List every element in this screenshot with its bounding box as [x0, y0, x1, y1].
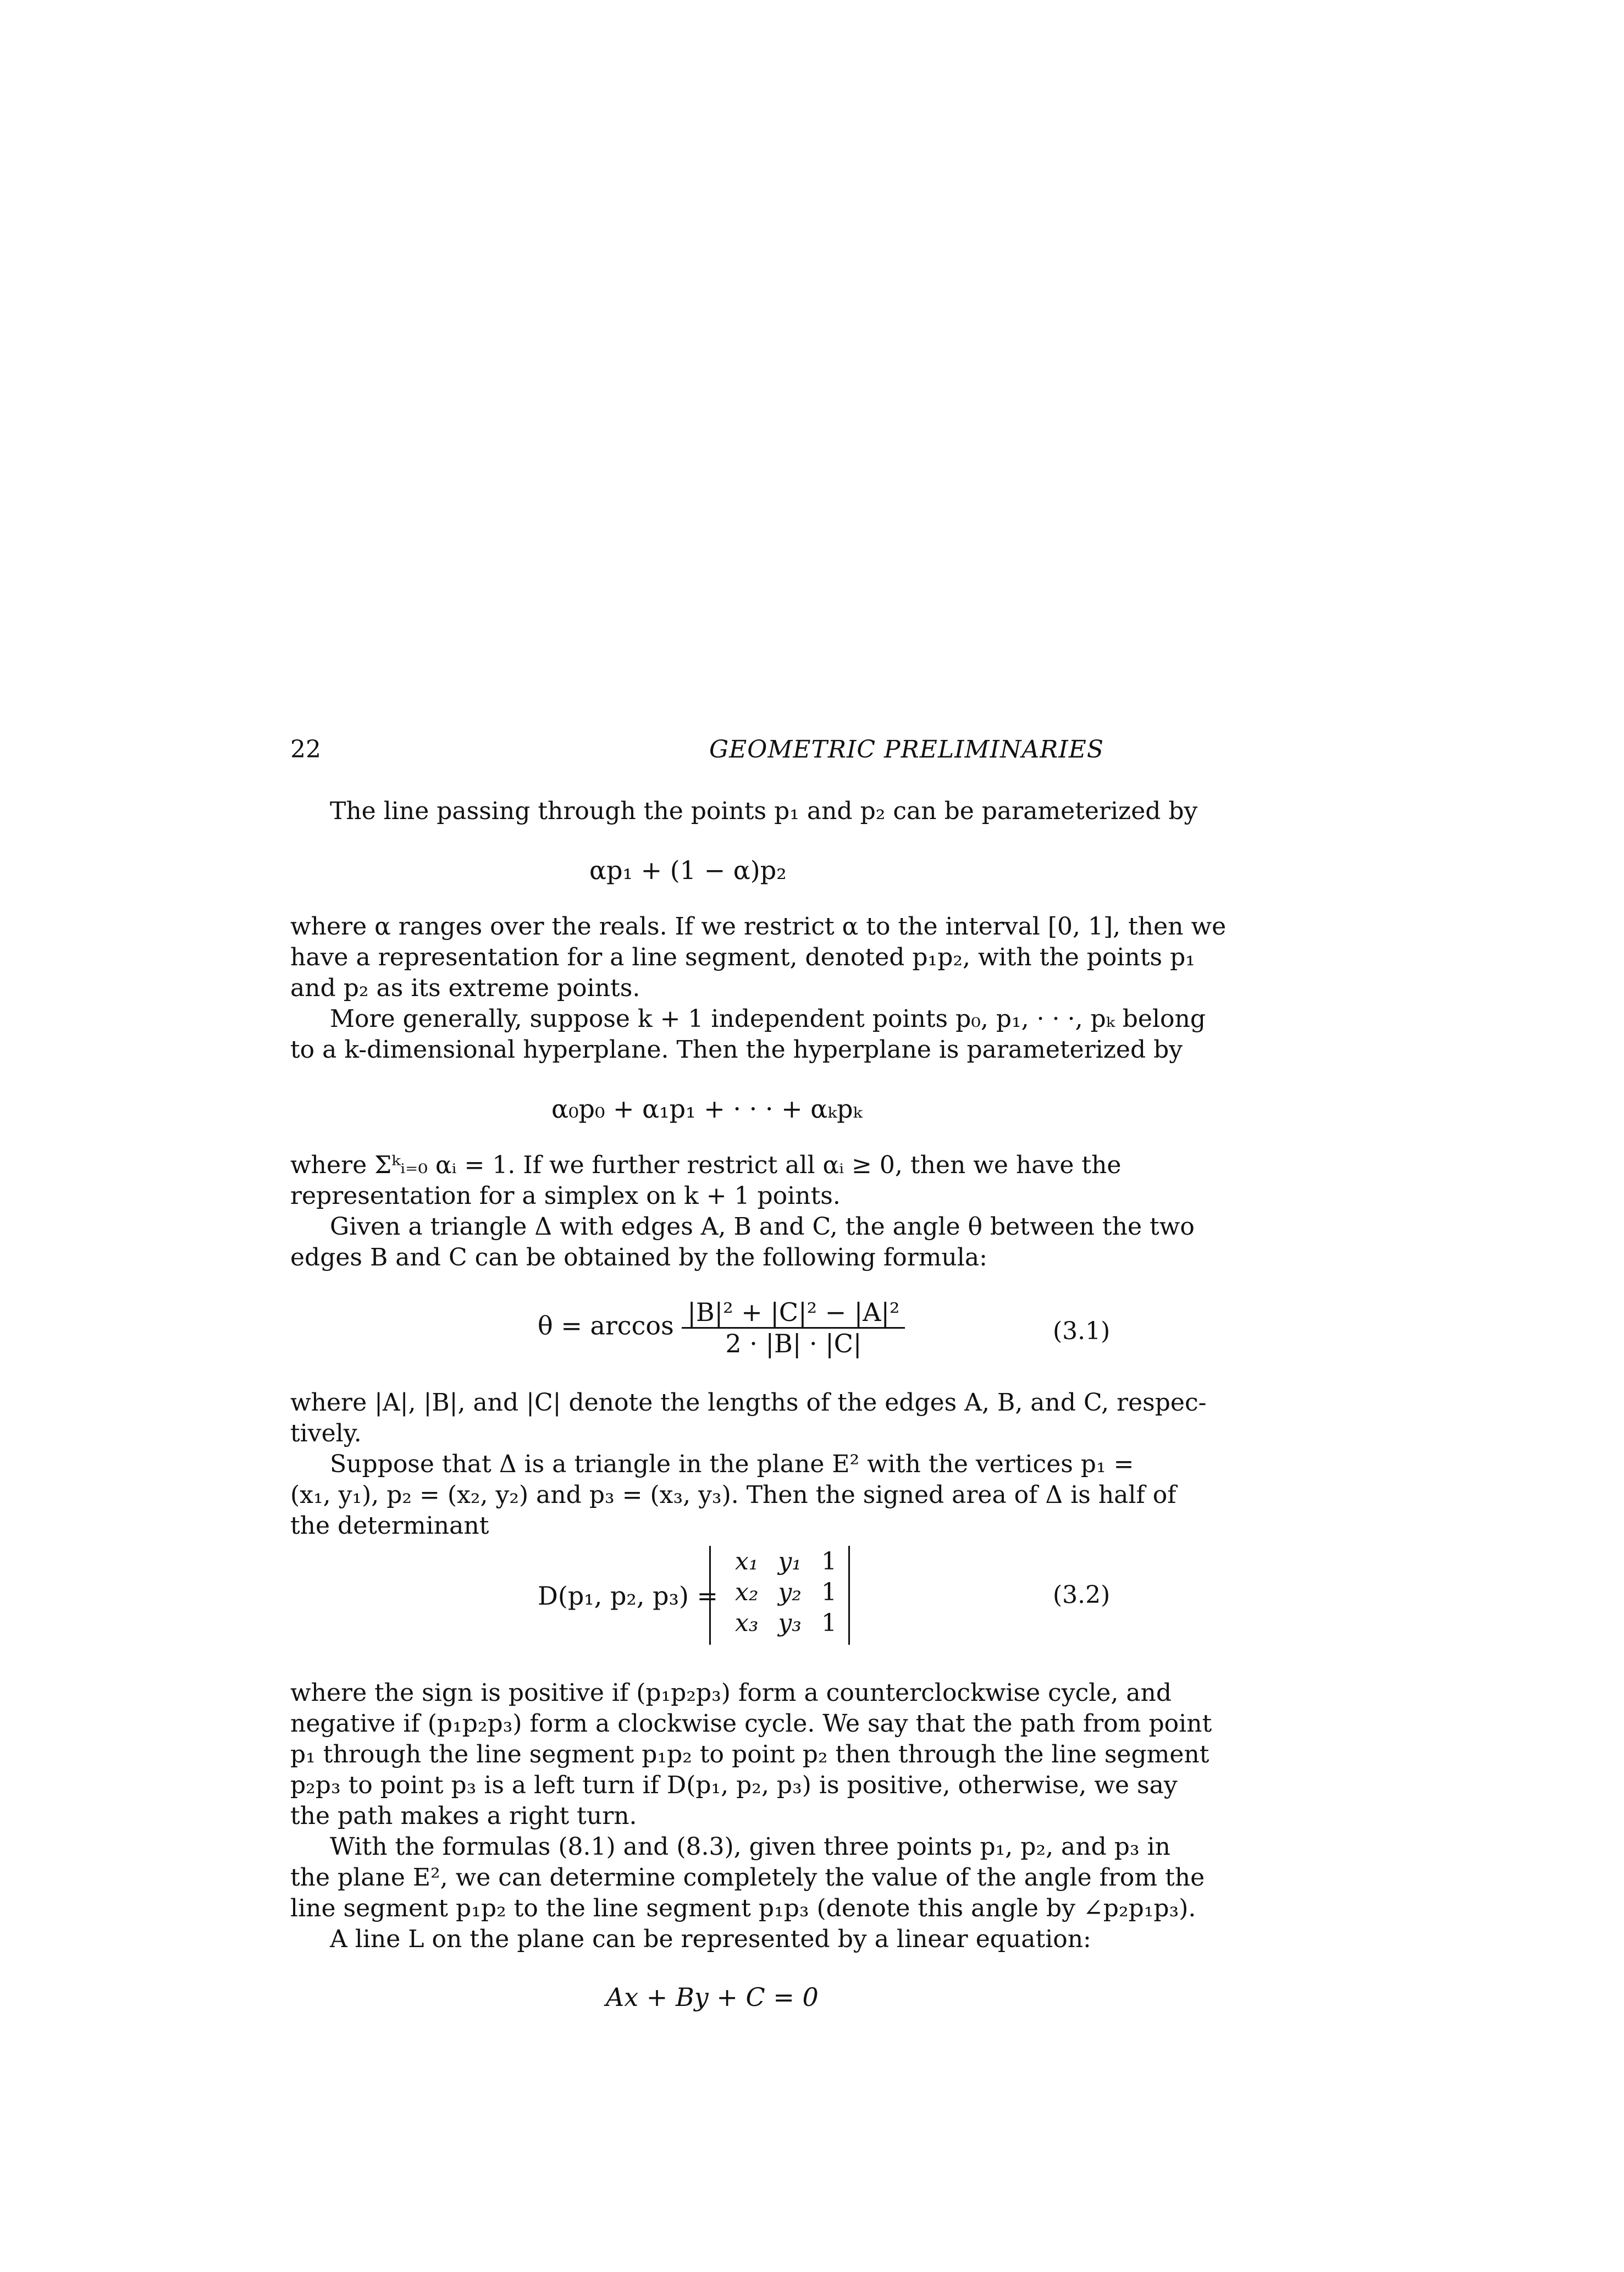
equation-line-parameterization: αp₁ + (1 − α)p₂ — [589, 855, 787, 885]
running-title: GEOMETRIC PRELIMINARIES — [709, 736, 1104, 764]
equation-number-3-2: (3.2) — [1053, 1581, 1111, 1609]
equation-number-3-1: (3.1) — [1053, 1317, 1111, 1345]
paragraph-7: Suppose that Δ is a triangle in the plane E² with the vertices p₁ = (x₁, y₁), p₂ = (x₂, y₂) and p₃ = (x₃, y₃). Then the signed area of Δ is half of the determinant — [290, 1450, 1176, 1540]
paragraph-4: where Σᵏᵢ₌₀ αᵢ = 1. If we further restrict all αᵢ ≥ 0, then we have the representation for a simplex on k + 1 points. — [290, 1151, 1122, 1210]
equation-hyperplane: α₀p₀ + α₁p₁ + · · · + αₖpₖ — [551, 1094, 863, 1124]
paragraph-10: A line L on the plane can be represented by a linear equation: — [330, 1925, 1091, 1953]
equation-3-1-denominator: 2 · |B| · |C| — [682, 1327, 905, 1358]
paragraph-1: The line passing through the points p₁ and p₂ can be parameterized by — [330, 797, 1198, 825]
paragraph-6: where |A|, |B|, and |C| denote the lengths of the edges A, B, and C, respec- tively. — [290, 1389, 1207, 1447]
equation-line-linear: Ax + By + C = 0 — [606, 1982, 819, 2012]
matrix-row: x₂ y₂ 1 — [735, 1578, 837, 1606]
paragraph-3: More generally, suppose k + 1 independent points p₀, p₁, · · ·, pₖ belong to a k-dimensional hyperplane. Then the hyperplane is parameterized by — [290, 1005, 1206, 1064]
paragraph-5: Given a triangle Δ with edges A, B and C, the angle θ between the two edges B and C can be obtained by the following formula: — [290, 1213, 1195, 1272]
matrix-row: x₃ y₃ 1 — [735, 1608, 837, 1637]
paragraph-9: With the formulas (8.1) and (8.3), given three points p₁, p₂, and p₃ in the plane E², we can determine completely the value of the angle from the line segment p₁p₂ to the line segment p₁p₃ (denote this angle by ∠p₂p₁p₃). — [290, 1833, 1205, 1922]
equation-3-2-lhs: D(p₁, p₂, p₃) = — [538, 1581, 719, 1611]
page-number: 22 — [290, 736, 321, 764]
equation-3-1 — [538, 1297, 905, 1358]
matrix-row: x₁ y₁ 1 — [735, 1547, 837, 1576]
equation-3-1-numerator: |B|² + |C|² − |A|² — [687, 1297, 900, 1327]
paragraph-2: where α ranges over the reals. If we restrict α to the interval [0, 1], then we have a representation for a line segment, denoted p₁p₂, with the points p₁ and p₂ as its extreme points. — [290, 913, 1227, 1002]
equation-3-1-fraction — [682, 1297, 905, 1358]
paragraph-8: where the sign is positive if (p₁p₂p₃) form a counterclockwise cycle, and negative if (p₁p₂p₃) form a clockwise cycle. We say that the path from point p₁ through the line segment p₁p₂ to point p₂ then through the line segment p₂p₃ to point p₃ is a left turn if D(p₁, p₂, p₃) is positive, otherwise, we say the path makes a right turn. — [290, 1679, 1212, 1830]
determinant-matrix — [709, 1546, 850, 1645]
equation-3-1-lhs: θ = arccos — [538, 1311, 674, 1341]
